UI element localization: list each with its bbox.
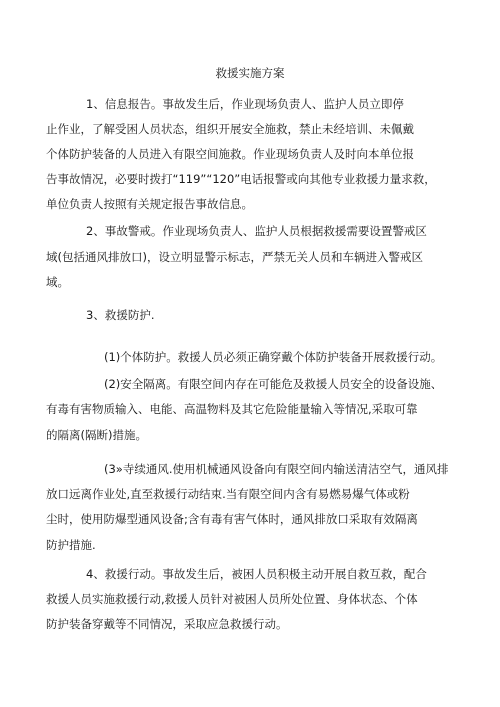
paragraph-3-1-line-1: (1)个体防护。救援人员必须正确穿戴个体防护装备开展救援行动。 bbox=[104, 350, 443, 364]
paragraph-4-line-2: 救援人员实施救援行动,救援人员针对被困人员所处位置、身体状态、个体 bbox=[46, 592, 418, 606]
paragraph-2-line-3: 域。 bbox=[46, 275, 69, 289]
paragraph-1-line-4: 告事故情况，必要时拨打“119”“120”电话报警或向其他专业救援力量求救， bbox=[46, 172, 436, 186]
paragraph-3-2-line-2: 有毒有害物质输入、电能、高温物料及其它危险能量输入等情况,采取可靠 bbox=[46, 402, 418, 416]
paragraph-2-line-2: 域(包括通风排放口)，设立明显警示标志，严禁无关人员和车辆进入警戒区 bbox=[46, 250, 423, 264]
paragraph-3-2-line-1: (2)安全隔离。有限空间内存在可能危及救援人员安全的设备设施、 bbox=[104, 377, 443, 391]
paragraph-4-line-3: 防护装备穿戴等不同情况，采取应急救援行动。 bbox=[46, 617, 288, 631]
paragraph-3-2-line-3: 的隔离(隔断)措施。 bbox=[46, 428, 147, 442]
paragraph-4-line-1: 4、救援行动。事故发生后，被困人员积极主动开展自救互救，配合 bbox=[86, 567, 427, 581]
paragraph-3-3-line-4: 防护措施. bbox=[46, 538, 96, 552]
paragraph-2-line-1: 2、事故警戒。作业现场负责人、监护人员根据救援需要设置警戒区 bbox=[86, 224, 427, 238]
paragraph-1-line-5: 单位负责人按照有关规定报告事故信息。 bbox=[46, 197, 253, 211]
document-title: 救援实施方案 bbox=[215, 66, 285, 80]
paragraph-3-3-line-3: 尘时，使用防爆型通风设备;含有毒有害气体时，通风排放口采取有效隔离 bbox=[46, 512, 418, 526]
paragraph-3-3-line-1: (3»寺续通风.使用机械通风设备向有限空间内输送清洁空气，通风排 bbox=[104, 462, 449, 476]
paragraph-1-line-2: 止作业，了解受困人员状态，组织开展安全施救，禁止未经培训、未佩戴 bbox=[46, 122, 414, 136]
paragraph-3-heading: 3、救援防护. bbox=[86, 308, 155, 322]
paragraph-1-line-3: 个体防护装备的人员进入有限空间施救。作业现场负责人及时向本单位报 bbox=[46, 147, 414, 161]
paragraph-3-3-line-2: 放口远离作业处,直至救援行动结束.当有限空间内含有易燃易爆气体或粉 bbox=[46, 487, 410, 501]
paragraph-1-line-1: 1、信息报告。事故发生后，作业现场负责人、监护人员立即停 bbox=[86, 97, 404, 111]
